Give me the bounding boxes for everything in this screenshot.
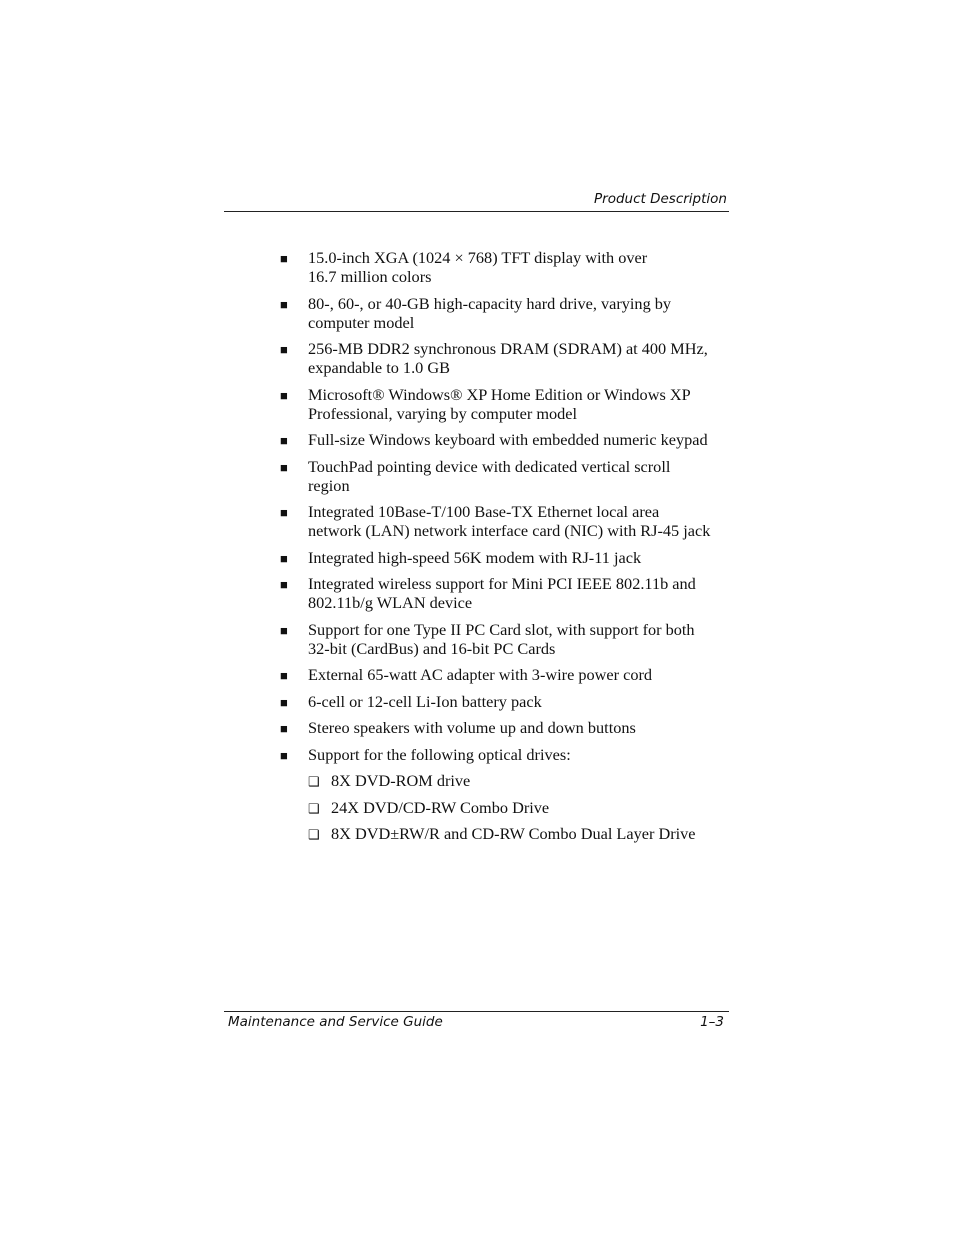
square-bullet-icon: ■ bbox=[280, 296, 288, 312]
list-item bbox=[280, 548, 740, 567]
sub-list-item-text: 8X DVD-ROM drive bbox=[331, 771, 471, 790]
footer-title: Maintenance and Service Guide bbox=[228, 1014, 443, 1030]
list-item-text: Microsoft® Windows® XP Home Edition or Windows XP Professional, varying by computer model bbox=[308, 384, 691, 423]
list-item-text: Support for the following optical drives: bbox=[308, 744, 571, 764]
sub-list-item bbox=[280, 798, 740, 817]
header-title: Product Description bbox=[594, 191, 727, 207]
list-item bbox=[280, 502, 740, 540]
list-item-text: Integrated high-speed 56K modem with RJ-11 jack bbox=[308, 547, 642, 567]
square-bullet-icon: ■ bbox=[280, 694, 288, 710]
list-item-text: Integrated 10Base-T/100 Base-TX Ethernet local area network (LAN) network interface card (NIC) with RJ-45 jack bbox=[308, 502, 711, 540]
list-item bbox=[280, 385, 740, 423]
square-bullet-icon: ■ bbox=[280, 721, 288, 736]
square-bullet-icon: ■ bbox=[280, 251, 288, 266]
page-number: 1–3 bbox=[700, 1014, 724, 1030]
list-item bbox=[280, 294, 740, 332]
list-item-text: Support for one Type II PC Card slot, with support for both 32-bit (CardBus) and 16-bit PC Cards bbox=[308, 619, 695, 658]
list-item bbox=[280, 430, 740, 449]
square-bullet-icon: ■ bbox=[280, 747, 288, 763]
checkbox-bullet-icon: ❑ bbox=[308, 774, 320, 789]
list-item-text: Stereo speakers with volume up and down buttons bbox=[308, 718, 636, 737]
list-item bbox=[280, 457, 740, 495]
square-bullet-icon: ■ bbox=[280, 622, 288, 638]
square-bullet-icon: ■ bbox=[280, 342, 288, 357]
sub-list-item bbox=[280, 771, 740, 790]
list-item-text: 6-cell or 12-cell Li-Ion battery pack bbox=[308, 691, 542, 711]
list-item-text: Integrated wireless support for Mini PCI IEEE 802.11b and 802.11b/g WLAN device bbox=[308, 574, 696, 612]
sub-list-item-text: 24X DVD/CD-RW Combo Drive bbox=[331, 797, 550, 817]
square-bullet-icon: ■ bbox=[280, 550, 288, 566]
square-bullet-icon: ■ bbox=[280, 505, 288, 520]
list-item bbox=[280, 620, 740, 658]
square-bullet-icon: ■ bbox=[280, 668, 288, 683]
list-item bbox=[280, 745, 740, 764]
square-bullet-icon: ■ bbox=[280, 577, 288, 592]
square-bullet-icon: ■ bbox=[280, 433, 288, 448]
sub-list-item-text: 8X DVD±RW/R and CD-RW Combo Dual Layer Drive bbox=[331, 824, 696, 843]
list-item-text: External 65-watt AC adapter with 3-wire power cord bbox=[308, 665, 653, 684]
list-item-text: TouchPad pointing device with dedicated vertical scroll region bbox=[308, 456, 671, 495]
list-item bbox=[280, 692, 740, 711]
header-rule bbox=[224, 211, 729, 212]
square-bullet-icon: ■ bbox=[280, 459, 288, 475]
list-item-text: 15.0-inch XGA (1024 × 768) TFT display with over 16.7 million colors bbox=[308, 248, 648, 286]
checkbox-bullet-icon: ❑ bbox=[308, 827, 320, 842]
square-bullet-icon: ■ bbox=[280, 387, 288, 403]
list-item bbox=[280, 665, 740, 684]
list-item bbox=[280, 574, 740, 612]
list-item-text: 256-MB DDR2 synchronous DRAM (SDRAM) at 400 MHz, expandable to 1.0 GB bbox=[308, 339, 708, 377]
checkbox-bullet-icon: ❑ bbox=[308, 800, 320, 816]
list-item-text: Full-size Windows keyboard with embedded numeric keypad bbox=[308, 430, 708, 449]
footer-rule bbox=[224, 1011, 729, 1012]
list-item-text: 80-, 60-, or 40-GB high-capacity hard drive, varying by computer model bbox=[308, 293, 672, 332]
list-item bbox=[280, 248, 740, 286]
list-item bbox=[280, 718, 740, 737]
list-item bbox=[280, 339, 740, 377]
feature-list bbox=[280, 248, 740, 851]
sub-list-item bbox=[280, 824, 740, 843]
